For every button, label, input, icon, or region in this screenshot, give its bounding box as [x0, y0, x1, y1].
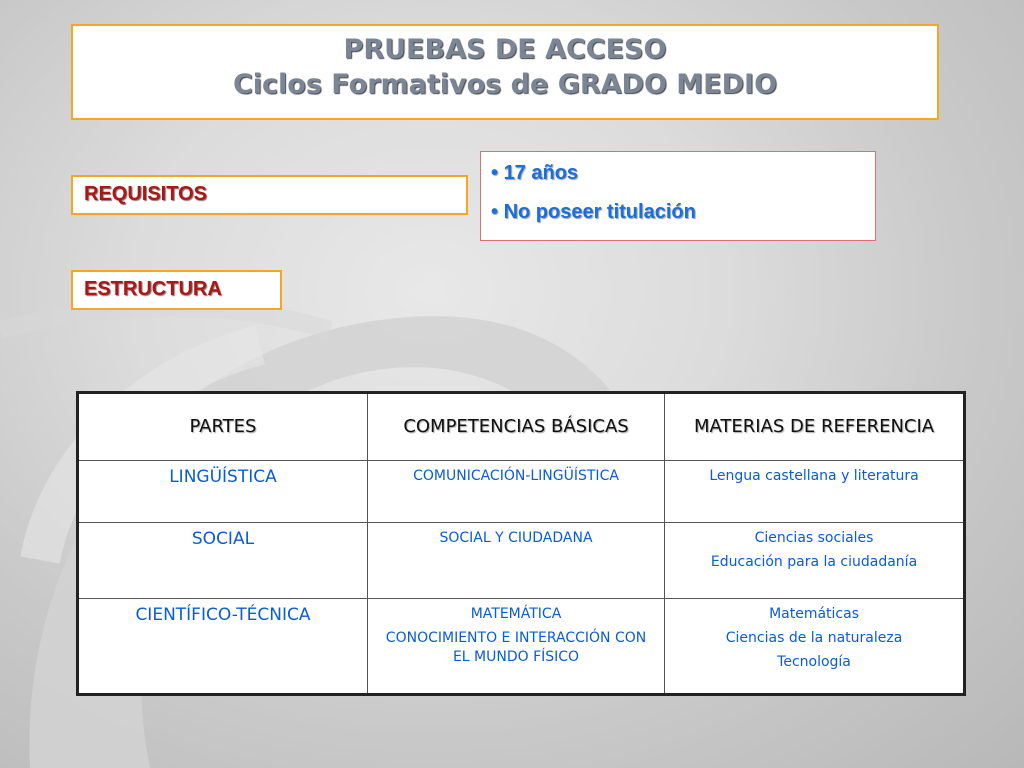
competencias-cell	[367, 599, 664, 695]
competencia-entry: CONOCIMIENTO E INTERACCIÓN CON EL MUNDO FÍSICO	[385, 630, 647, 665]
competencia-entry: MATEMÁTICA	[470, 606, 562, 622]
parte-cell: SOCIAL	[78, 523, 368, 599]
competencia-entry: COMUNICACIÓN-LINGÜÍSTICA	[413, 468, 619, 484]
competencias-cell	[367, 461, 664, 523]
slide-title	[71, 24, 939, 120]
estructura-label: ESTRUCTURA	[71, 270, 282, 310]
materias-cell	[665, 461, 965, 523]
requisito-item: • 17 años	[491, 162, 579, 184]
table-row	[78, 523, 965, 599]
requisitos-list	[480, 151, 876, 241]
table-row	[78, 599, 965, 695]
requisito-item: • No poseer titulación	[491, 201, 696, 223]
requisito-text: 17 años	[503, 162, 579, 184]
header-competencias: COMPETENCIAS BÁSICAS	[367, 393, 664, 461]
materia-entry: Tecnología	[777, 654, 851, 670]
materia-entry: Ciencias sociales	[754, 530, 874, 546]
materia-entry: Educación para la ciudadanía	[710, 554, 918, 570]
title-line-2: Ciclos Formativos de GRADO MEDIO	[232, 69, 778, 100]
requisitos-label: REQUISITOS	[71, 175, 468, 215]
parte-cell: CIENTÍFICO-TÉCNICA	[78, 599, 368, 695]
header-materias: MATERIAS DE REFERENCIA	[665, 393, 965, 461]
competencias-cell	[367, 523, 664, 599]
materia-entry: Lengua castellana y literatura	[709, 468, 919, 484]
materia-entry: Ciencias de la naturaleza	[725, 630, 903, 646]
table-row	[78, 461, 965, 523]
requisito-text: No poseer titulación	[503, 201, 696, 223]
materias-cell	[665, 599, 965, 695]
estructura-table	[76, 391, 966, 696]
title-line-1: PRUEBAS DE ACCESO	[343, 34, 667, 65]
materia-entry: Matemáticas	[769, 606, 859, 622]
header-partes: PARTES	[78, 393, 368, 461]
materias-cell	[665, 523, 965, 599]
table-header-row	[78, 393, 965, 461]
competencia-entry: SOCIAL Y CIUDADANA	[439, 530, 593, 546]
parte-cell: LINGÜÍSTICA	[78, 461, 368, 523]
